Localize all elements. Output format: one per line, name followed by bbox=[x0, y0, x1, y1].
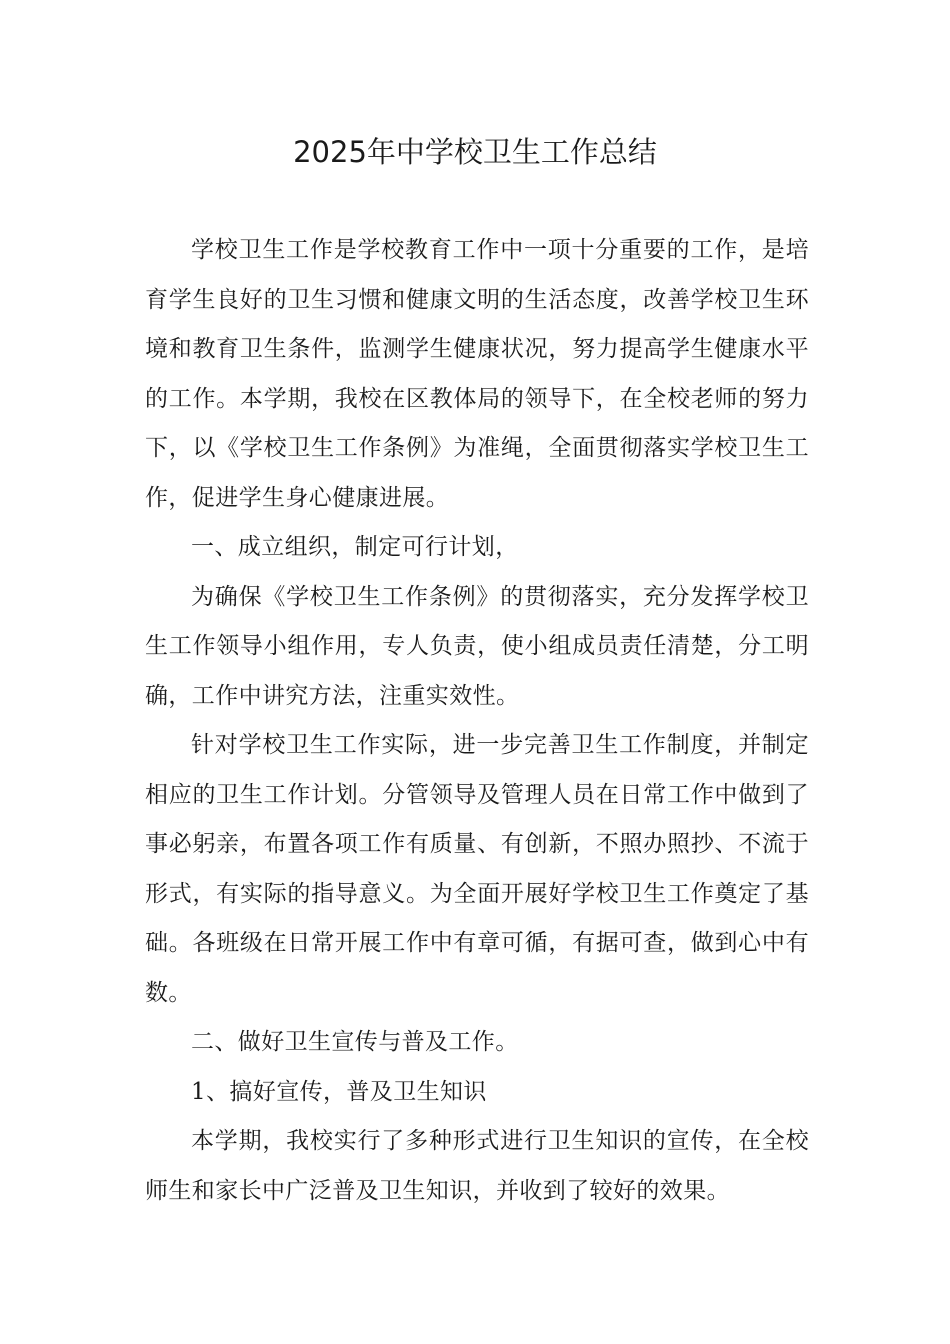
paragraph-plan: 针对学校卫生工作实际，进一步完善卫生工作制度，并制定相应的卫生工作计划。分管领导及管理人员在日常工作中做到了事必躬亲，布置各项工作有质量、有创新，不照办照抄、不流于形式，有实际的指导意义。为全面开展好学校卫生工作奠定了基础。各班级在日常开展工作中有章可循，有据可查，做到心中有数。 bbox=[145, 732, 809, 1006]
document-title: 2025年中学校卫生工作总结 bbox=[293, 135, 657, 169]
paragraph-publicity: 本学期，我校实行了多种形式进行卫生知识的宣传，在全校师生和家长中广泛普及卫生知识，并收到了较好的效果。 bbox=[145, 1128, 809, 1204]
section-heading-1: 一、成立组织，制定可行计划， bbox=[191, 534, 519, 560]
paragraph-intro: 学校卫生工作是学校教育工作中一项十分重要的工作，是培育学生良好的卫生习惯和健康文明的生活态度，改善学校卫生环境和教育卫生条件，监测学生健康状况，努力提高学生健康水平的工作。本学期，我校在区教体局的领导下，在全校老师的努力下，以《学校卫生工作条例》为准绳，全面贯彻落实学校卫生工作，促进学生身心健康进展。 bbox=[145, 237, 809, 511]
subsection-heading-1: 1、搞好宣传，普及卫生知识 bbox=[191, 1078, 487, 1105]
paragraph-organization: 为确保《学校卫生工作条例》的贯彻落实，充分发挥学校卫生工作领导小组作用，专人负责，使小组成员责任清楚，分工明确，工作中讲究方法，注重实效性。 bbox=[145, 583, 809, 709]
section-heading-2: 二、做好卫生宣传与普及工作。 bbox=[191, 1029, 519, 1055]
document-body bbox=[145, 226, 809, 1216]
